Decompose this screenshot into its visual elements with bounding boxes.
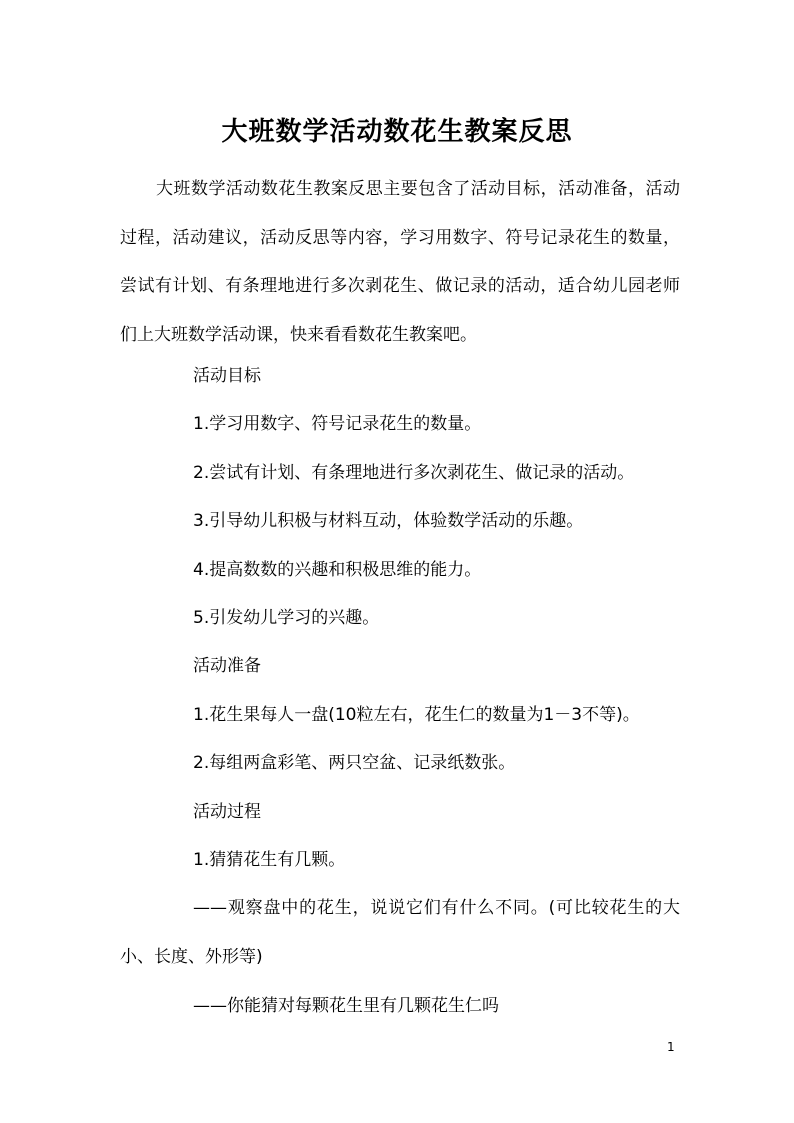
page-number: 1 — [667, 1040, 675, 1054]
goal-item: 1.学习用数字、符号记录花生的数量。 — [193, 414, 482, 434]
goal-item: 4.提高数数的兴趣和积极思维的能力。 — [193, 560, 482, 580]
process-item: ——你能猜对每颗花生里有几颗花生仁吗 — [193, 996, 499, 1016]
prep-item: 2.每组两盒彩笔、两只空盆、记录纸数张。 — [193, 753, 516, 773]
goal-item: 2.尝试有计划、有条理地进行多次剥花生、做记录的活动。 — [193, 463, 635, 483]
process-item: ——观察盘中的花生，说说它们有什么不同。(可比较花生的大小、长度、外形等) — [120, 898, 680, 967]
goals-heading: 活动目标 — [193, 366, 261, 386]
document-title: 大班数学活动数花生教案反思 — [221, 117, 573, 148]
goal-item: 5.引发幼儿学习的兴趣。 — [193, 608, 380, 628]
prep-item: 1.花生果每人一盘(10粒左右，花生仁的数量为1－3不等)。 — [193, 705, 640, 725]
process-item: 1.猜猜花生有几颗。 — [193, 850, 346, 870]
process-heading: 活动过程 — [193, 802, 261, 822]
prep-heading: 活动准备 — [193, 656, 261, 676]
goal-item: 3.引导幼儿积极与材料互动，体验数学活动的乐趣。 — [193, 511, 584, 531]
intro-paragraph: 大班数学活动数花生教案反思主要包含了活动目标，活动准备，活动过程，活动建议，活动反思等内容，学习用数字、符号记录花生的数量，尝试有计划、有条理地进行多次剥花生、做记录的活动，适合幼儿园老师们上大班数学活动课，快来看看数花生教案吧。 — [120, 179, 680, 345]
